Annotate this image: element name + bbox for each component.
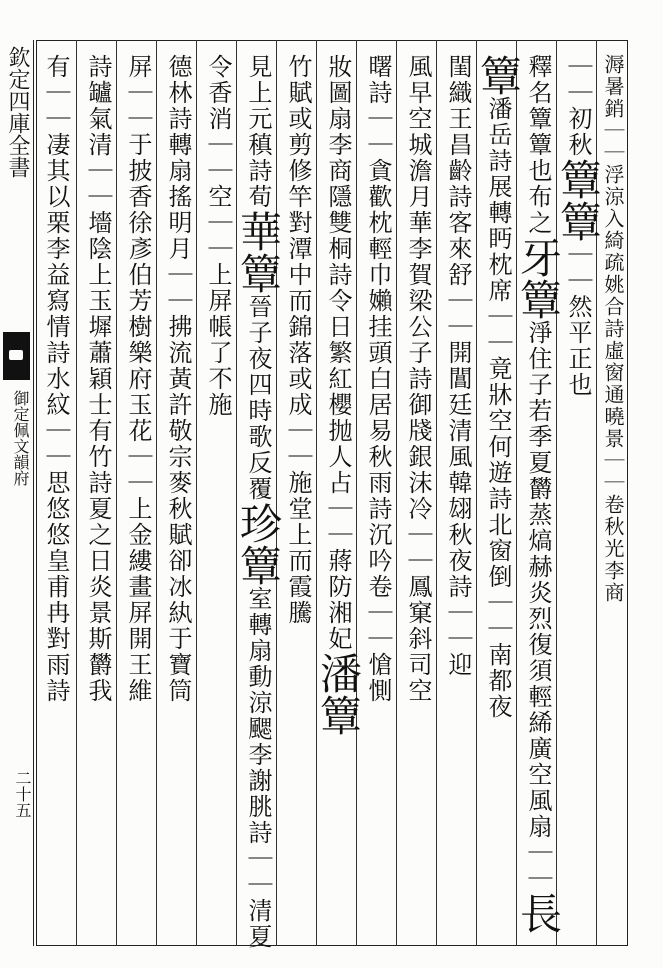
text-column-3 [438, 54, 478, 942]
column-text: 詩罏氣清｜｜墻陰上玉墀蕭穎士有竹詩夏之日炎景斯欝我 [84, 54, 112, 704]
column-text: 竹賦或剪修竿對潭中而錦落或成｜｜施堂上而霞騰 [284, 54, 312, 626]
gutter-title-top: 欽定四庫全書 [5, 46, 30, 178]
headword: 潘簟 [314, 652, 363, 736]
gutter-title-bottom: 御定佩文韻府 [11, 390, 30, 486]
column-text: 釋名簟簟也布之 [524, 54, 552, 236]
column-text: 屏｜｜于披香徐彥伯芳樹樂府玉花｜｜上金縷畫屏開王維 [124, 54, 152, 704]
text-column-5 [358, 54, 398, 942]
column-text: ｜｜然平正也 [564, 242, 592, 398]
book-gutter [0, 40, 34, 946]
text-column-7 [278, 54, 318, 942]
column-text: 室轉扇動涼颸李謝朓詩｜｜清夏 [244, 586, 272, 950]
text-column-13 [38, 54, 76, 942]
text-column-2 [474, 54, 523, 942]
text-column-6 [314, 54, 363, 942]
text-column-1b [514, 54, 563, 942]
headword: 牙簟 [514, 236, 563, 320]
text-column-11 [118, 54, 158, 942]
text-column-1 [554, 54, 603, 942]
column-text: 風早空城澹月華李賀梁公子詩御牋銀沫冷｜｜鳳窠斜司空 [404, 54, 432, 704]
column-text: 曙詩｜｜貪歡枕輕巾嬾挂頭白居易秋雨詩沉吟卷｜｜愴惻 [364, 54, 392, 704]
fish-tail-mark-icon [3, 332, 30, 380]
column-text: 令香消｜｜空 [204, 54, 232, 210]
column-text: 晉子夜四時歌反覆 [244, 294, 272, 502]
column-text: 妝圖扇李商隱雙桐詩令日繁紅櫻抛人占｜｜蔣防湘妃 [324, 54, 352, 652]
column-text: ｜｜初秋 [564, 54, 592, 158]
headword: 簟 [474, 54, 523, 96]
text-column-8 [234, 54, 283, 950]
column-text: 潘岳詩展轉眄枕席｜｜竟牀空何遊詩北窗倒｜｜南都夜 [484, 96, 512, 720]
column-text: 見上元稹詩荀 [244, 54, 272, 210]
text-column-14 [598, 54, 628, 942]
text-column-10 [158, 54, 198, 942]
page-number: 二十五 [13, 770, 32, 818]
headword: 簟簟 [554, 158, 603, 242]
headword: 珍簟 [234, 502, 283, 586]
column-text: 溽暑銷｜｜浮涼入綺疏姚合詩虛窗通曉景｜｜卷秋光李商 [601, 54, 625, 604]
column-text: 有｜｜凄其以栗李益寫情詩水紋｜｜思悠悠皇甫冉對雨詩 [42, 54, 70, 704]
column-text: ｜｜上屏帳了不施 [204, 210, 232, 418]
column-text: 淨住子若季夏欝蒸熇赫炎烈復須輕絺廣空風扇｜｜ [524, 320, 552, 892]
text-column-12 [78, 54, 118, 942]
column-text: 閨織王昌齡詩客來舒｜｜開閶廷清風韓翃秋夜詩｜｜迎 [444, 54, 472, 678]
headword: 華簟 [234, 210, 283, 294]
text-column-4 [398, 54, 438, 942]
column-rule [76, 40, 77, 946]
headword: 長 [514, 892, 563, 934]
column-text: 德林詩轉扇搖明月｜｜拂流黃許敬宗麥秋賦卻冰紈于寶筒 [164, 54, 192, 704]
text-column-9 [198, 54, 238, 942]
